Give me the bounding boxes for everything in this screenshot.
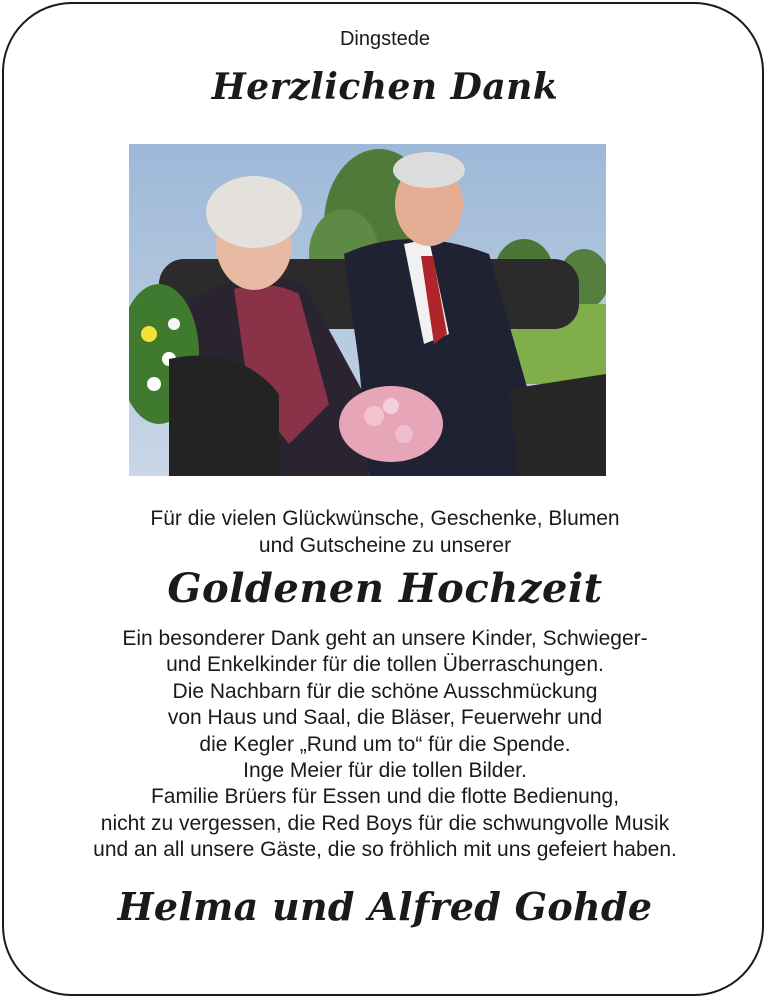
event-title: Goldenen Hochzeit [167, 565, 603, 612]
thanks-line: Familie Brüers für Essen und die flotte Bedienung, [150, 785, 620, 809]
intro-line: Für die vielen Glückwünsche, Geschenke, Blumen [150, 507, 620, 530]
signature: Helma und Alfred Gohde [117, 884, 653, 929]
thanks-line: die Kegler „Rund um to“ für die Spende. [199, 732, 571, 756]
place-name: Dingstede [339, 28, 431, 50]
thanks-line: Die Nachbarn für die schöne Ausschmückung [172, 679, 598, 703]
thanks-line: und Enkelkinder für die tollen Überraschungen. [166, 653, 604, 677]
thanks-line: nicht zu vergessen, die Red Boys für die schwungvolle Musik [100, 811, 670, 835]
headline: Herzlichen Dank [211, 66, 559, 108]
intro-text [0, 505, 770, 559]
intro-line: und Gutscheine zu unserer [258, 534, 512, 557]
thanks-line: und an all unsere Gäste, die so fröhlich mit uns gefeiert haben. [93, 838, 677, 862]
thanks-line: Inge Meier für die tollen Bilder. [243, 759, 527, 783]
thanks-text [0, 626, 770, 864]
thanks-line: von Haus und Saal, die Bläser, Feuerwehr und [167, 706, 603, 730]
couple-photo [129, 144, 606, 476]
thanks-line: Ein besonderer Dank geht an unsere Kinder, Schwieger- [122, 627, 648, 650]
